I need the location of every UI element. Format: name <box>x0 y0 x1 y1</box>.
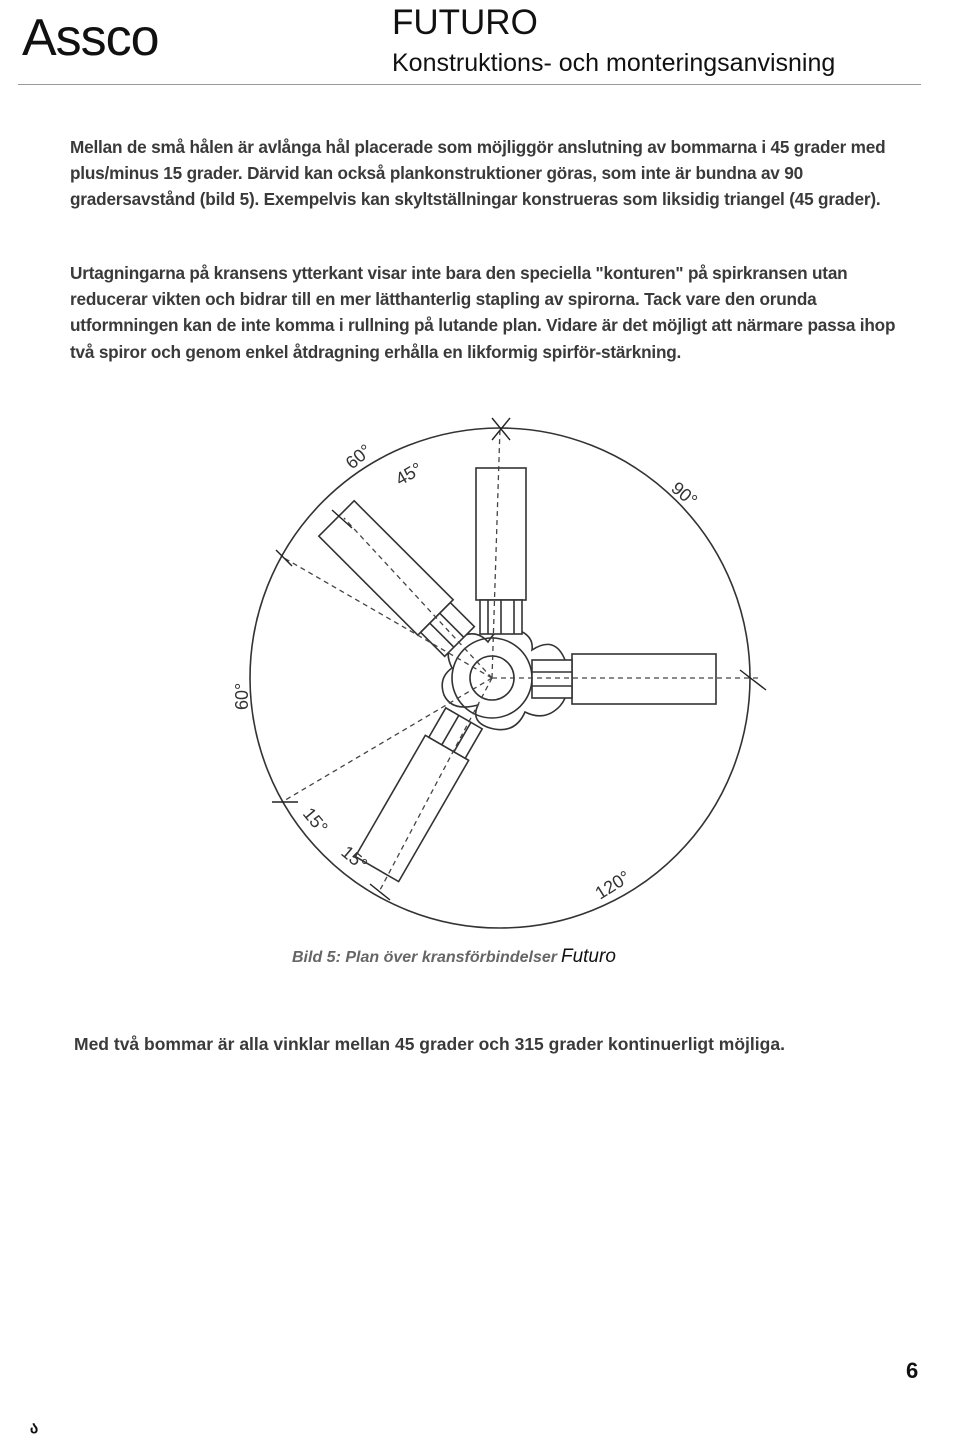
beam-top <box>476 468 526 600</box>
corner-mark: ა <box>30 1420 39 1437</box>
page-number: 6 <box>906 1358 919 1383</box>
document-subtitle: Konstruktions- och monteringsanvisning <box>392 49 836 77</box>
angle-label-15-b: 15° <box>337 841 372 875</box>
paragraph-holes: Mellan de små hålen är avlånga hål placerade som möjliggör anslutning av bommarna i 45 grader med plus/minus 15 grader. Därvid kan också plankonstruktioner göras, som inte är bundna av 90 gradersavstånd (bild 5). Exempelvis kan skyltställningar konstrueras som liksidig triangel (45 grader). <box>70 137 886 210</box>
beam-lower-left <box>355 735 468 881</box>
header-divider <box>18 84 921 85</box>
beam-upper-left <box>319 501 453 635</box>
angle-label-90: 90° <box>667 477 702 511</box>
caption-product-name: Futuro <box>560 946 616 967</box>
paragraph-contour: Urtagningarna på kransens ytterkant visar inte bara den speciella "konturen" på spirkransen utan reducerar vikten och bidrar till en mer lätthanterlig stapling av spirorna. Tack vare den orunda utformningen kan de inte komma i rullning på lutande plan. Vidare är det möjligt att närmare passa ihop två spiror och genom enkel åtdragning erhålla en likformig spirför-stärkning. <box>70 263 896 362</box>
angle-label-15-a: 15° <box>298 803 332 838</box>
angle-label-60-top: 60° <box>341 440 376 474</box>
paragraph-angles: Med två bommar är alla vinklar mellan 45 grader och 315 grader kontinuerligt möjliga. <box>74 1034 785 1054</box>
beam-right <box>572 654 716 704</box>
caption-prefix: Bild 5: Plan över kransförbindelser <box>292 949 557 966</box>
angle-label-120: 120° <box>591 866 634 904</box>
angle-label-60-left: 60° <box>232 682 252 710</box>
angle-label-45: 45° <box>392 458 426 490</box>
brand-logo: Assco <box>22 9 159 67</box>
document-title: FUTURO <box>392 3 538 42</box>
figure-caption <box>292 946 616 969</box>
crown-connection-diagram <box>220 410 780 930</box>
